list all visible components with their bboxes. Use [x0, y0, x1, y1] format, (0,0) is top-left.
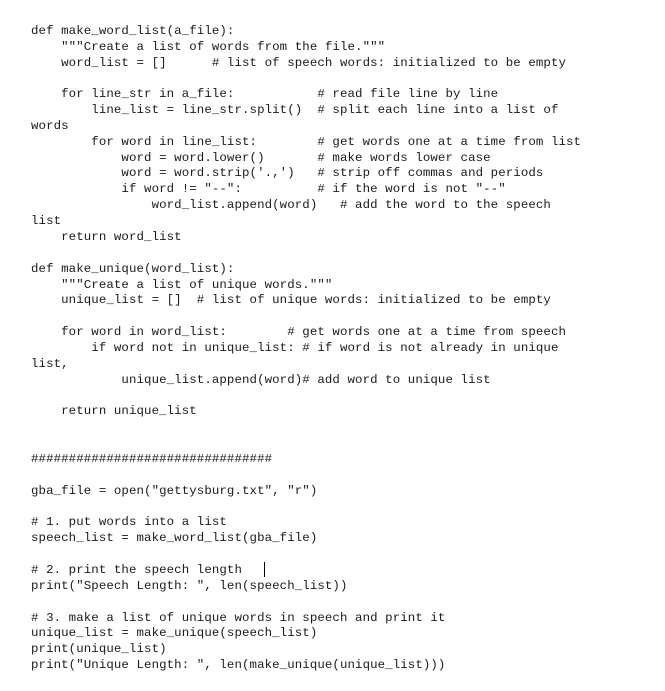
code-line[interactable]: speech_list = make_word_list(gba_file)	[31, 531, 318, 545]
code-line[interactable]: def make_unique(word_list):	[31, 262, 235, 276]
code-line[interactable]: print(unique_list)	[31, 642, 167, 656]
code-line[interactable]: for line_str in a_file: # read file line by line	[31, 87, 499, 101]
code-line[interactable]: print("Unique Length: ", len(make_unique(unique_list)))	[31, 658, 446, 672]
code-line[interactable]: words	[31, 119, 69, 133]
code-line[interactable]: gba_file = open("gettysburg.txt", "r")	[31, 484, 318, 498]
code-line[interactable]: word = word.lower() # make words lower case	[31, 151, 491, 165]
code-line[interactable]: word_list = [] # list of speech words: initialized to be empty	[31, 56, 567, 70]
code-line[interactable]: word_list.append(word) # add the word to the speech	[31, 198, 551, 212]
code-line[interactable]: word = word.strip('.,') # strip off commas and periods	[31, 166, 544, 180]
code-line[interactable]: ################################	[31, 452, 273, 466]
code-line[interactable]: """Create a list of words from the file."""	[31, 40, 386, 54]
code-line[interactable]: for word in word_list: # get words one at a time from speech	[31, 325, 567, 339]
code-line[interactable]: """Create a list of unique words."""	[31, 278, 333, 292]
code-line[interactable]: unique_list = [] # list of unique words: initialized to be empty	[31, 293, 551, 307]
code-line[interactable]: unique_list = make_unique(speech_list)	[31, 626, 318, 640]
code-line[interactable]: return unique_list	[31, 404, 197, 418]
code-line[interactable]: list	[31, 214, 62, 228]
code-line[interactable]: # 2. print the speech length	[31, 563, 242, 577]
code-line[interactable]: return word_list	[31, 230, 182, 244]
code-line[interactable]: # 1. put words into a list	[31, 515, 227, 529]
code-line[interactable]: if word != "--": # if the word is not "--"	[31, 182, 506, 196]
code-line[interactable]: unique_list.append(word)# add word to unique list	[31, 373, 491, 387]
code-line[interactable]: if word not in unique_list: # if word is not already in unique	[31, 341, 559, 355]
text-cursor	[264, 562, 265, 577]
code-line[interactable]: list,	[31, 357, 69, 371]
code-line[interactable]: for word in line_list: # get words one at a time from list	[31, 135, 582, 149]
code-line[interactable]: def make_word_list(a_file):	[31, 24, 235, 38]
code-line[interactable]: print("Speech Length: ", len(speech_list))	[31, 579, 348, 593]
code-line[interactable]: line_list = line_str.split() # split each line into a list of	[31, 103, 559, 117]
code-line[interactable]: # 3. make a list of unique words in speech and print it	[31, 611, 446, 625]
